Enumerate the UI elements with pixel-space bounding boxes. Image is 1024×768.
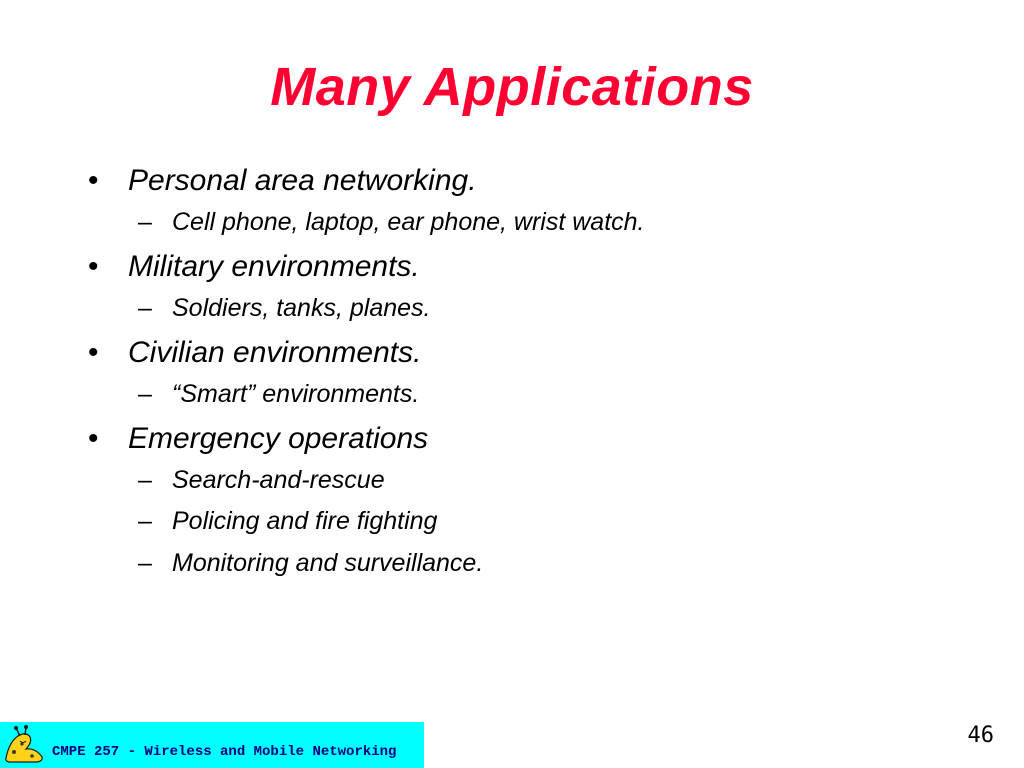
bullet-marker: •: [88, 422, 99, 455]
sub-bullet-text: Cell phone, laptop, ear phone, wrist watch.: [172, 208, 645, 236]
sub-bullet-item: [138, 293, 431, 323]
sub-bullet-text: Monitoring and surveillance.: [172, 549, 484, 577]
bullet-text: Military environments.: [128, 250, 420, 283]
slide-title: Many Applications: [270, 57, 754, 117]
sub-bullet-item: [138, 506, 438, 536]
bullet-text: Personal area networking.: [128, 164, 477, 197]
bullet-item: [88, 421, 429, 457]
sub-bullet-text: “Smart” environments.: [172, 380, 420, 408]
sub-bullet-item: [138, 207, 645, 237]
footer-course-title: CMPE 257 - Wireless and Mobile Networking: [52, 744, 397, 760]
sub-bullet-marker: –: [138, 380, 152, 408]
sub-bullet-text: Soldiers, tanks, planes.: [172, 294, 431, 322]
sub-bullet-marker: –: [138, 294, 152, 322]
bullet-item: [88, 249, 420, 285]
sub-bullet-item: [138, 465, 385, 495]
sub-bullet-marker: –: [138, 208, 152, 236]
bullet-item: [88, 335, 422, 371]
sub-bullet-marker: –: [138, 507, 152, 535]
sub-bullet-text: Policing and fire fighting: [172, 507, 438, 535]
bullet-marker: •: [88, 336, 99, 369]
sub-bullet-item: [138, 379, 420, 409]
bullet-text: Emergency operations: [128, 422, 429, 455]
page-number: 46: [967, 723, 994, 748]
bullet-text: Civilian environments.: [128, 336, 422, 369]
sub-bullet-marker: –: [138, 549, 152, 577]
bullet-marker: •: [88, 250, 99, 283]
sub-bullet-marker: –: [138, 466, 152, 494]
banana-slug-logo-icon: [2, 724, 46, 766]
bullet-marker: •: [88, 164, 99, 197]
bullet-item: [88, 163, 477, 199]
sub-bullet-item: [138, 548, 484, 578]
sub-bullet-text: Search-and-rescue: [172, 466, 385, 494]
